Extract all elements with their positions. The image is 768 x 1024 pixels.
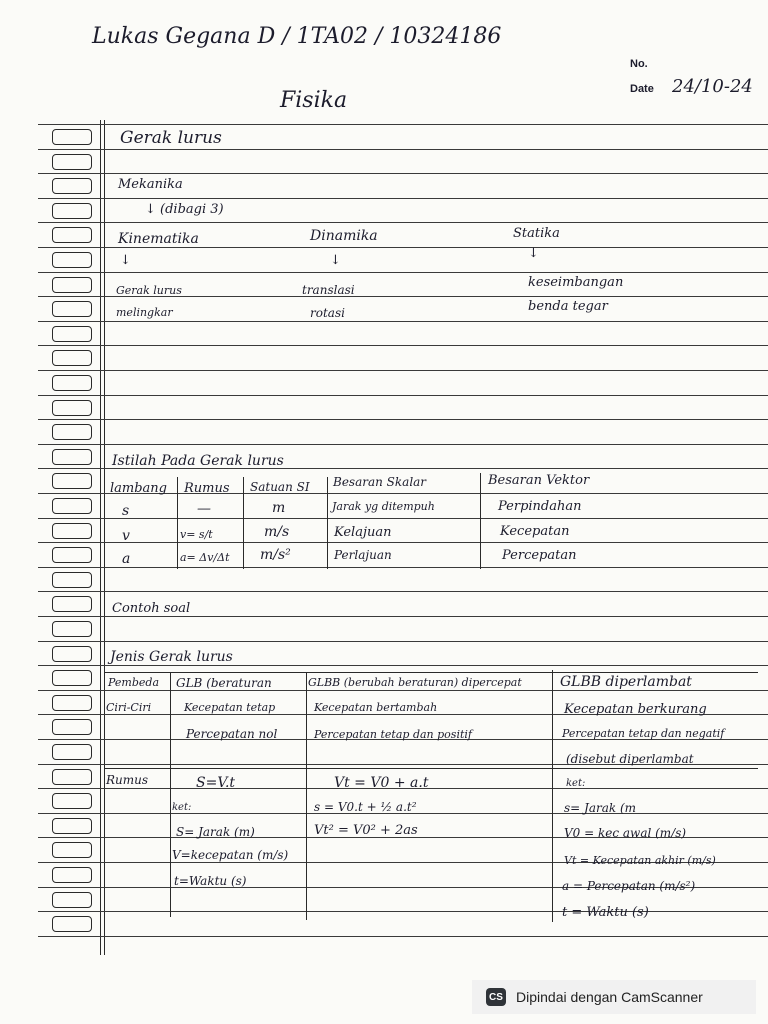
ruled-line: [38, 616, 768, 617]
istilah-row-s-rumus: —: [197, 501, 211, 517]
contoh-soal-title: Contoh soal: [112, 601, 191, 616]
jenis-header-glbb-cepat: GLBB (berubah beraturan) dipercepat: [308, 676, 522, 689]
glbb-lambat-rumus-2: s= Jarak (m: [564, 801, 637, 815]
ruled-line: [38, 321, 768, 322]
margin-box: [52, 154, 92, 170]
istilah-title: Istilah Pada Gerak lurus: [112, 453, 284, 469]
date-value: 24/10-24: [672, 76, 753, 97]
istilah-row-a-rumus: a= Δv/Δt: [180, 551, 230, 564]
istilah-row-v-vektor: Kecepatan: [500, 524, 570, 539]
ruled-line: [38, 665, 768, 666]
margin-box: [52, 301, 92, 317]
margin-box: [52, 277, 92, 293]
glbb-cepat-rumus-3: Vt² = V0² + 2as: [314, 823, 418, 838]
ruled-line: [38, 149, 768, 150]
rotasi-label: rotasi: [310, 306, 345, 320]
glb-rumus-4: V=kecepatan (m/s): [172, 848, 289, 862]
jenis-header-glbb-lambat: GLBB diperlambat: [560, 674, 692, 690]
istilah-col-divider: [243, 477, 244, 569]
melingkar-label: melingkar: [116, 306, 173, 319]
glb-ciri-2: Percepatan nol: [186, 727, 278, 741]
istilah-row-s-lambang: s: [122, 503, 130, 519]
istilah-header-lambang: lambang: [110, 481, 168, 496]
glbb-lambat-ciri-2: Percepatan tetap dan negatif: [562, 727, 725, 740]
istilah-header-skalar: Besaran Skalar: [333, 475, 427, 489]
margin-box: [52, 916, 92, 932]
margin-box: [52, 695, 92, 711]
margin-box: [52, 227, 92, 243]
statika-label: Statika: [513, 226, 560, 241]
margin-box: [52, 326, 92, 342]
benda-tegar-label: benda tegar: [528, 299, 608, 314]
jenis-rumus-divider: [104, 768, 758, 769]
margin-box: [52, 252, 92, 268]
mekanika-label: Mekanika: [118, 177, 183, 192]
ruled-line: [38, 222, 768, 223]
name-line: Lukas Gegana D / 1TA02 / 10324186: [92, 24, 502, 49]
glb-rumus-5: t=Waktu (s): [174, 874, 247, 888]
ruled-line: [38, 567, 768, 568]
subject-title: Fisika: [280, 88, 348, 113]
istilah-row-v-lambang: v: [122, 528, 130, 544]
ruled-line: [38, 444, 768, 445]
istilah-row-s-vektor: Perpindahan: [498, 499, 582, 514]
margin-box: [52, 842, 92, 858]
istilah-header-satuan: Satuan SI: [250, 480, 310, 494]
glbb-cepat-ciri-1: Kecepatan bertambah: [314, 701, 438, 714]
margin-box: [52, 375, 92, 391]
glbb-cepat-rumus-1: Vt = V0 + a.t: [334, 775, 429, 791]
margin-box: [52, 203, 92, 219]
margin-box: [52, 449, 92, 465]
glb-ciri-1: Kecepatan tetap: [184, 701, 276, 714]
ruled-line: [38, 419, 768, 420]
section-title-gerak-lurus: Gerak lurus: [120, 128, 222, 148]
margin-box: [52, 892, 92, 908]
margin-box: [52, 178, 92, 194]
istilah-col-divider: [480, 473, 481, 569]
camscanner-logo-icon: CS: [486, 988, 506, 1006]
ruled-line: [38, 345, 768, 346]
ruled-line: [38, 173, 768, 174]
dinamika-arrow: ↓: [330, 253, 341, 268]
glbb-cepat-ciri-2: Percepatan tetap dan positif: [314, 728, 472, 741]
jenis-title: Jenis Gerak lurus: [110, 649, 233, 665]
margin-box: [52, 350, 92, 366]
no-label: No.: [630, 58, 648, 70]
jenis-rumus-label: Rumus: [106, 773, 149, 787]
margin-box: [52, 596, 92, 612]
jenis-header-pembeda: Pembeda: [108, 676, 159, 689]
margin-box: [52, 424, 92, 440]
ruled-line: [38, 542, 768, 543]
glbb-lambat-rumus-4: Vt = Kecepatan akhir (m/s): [564, 854, 716, 867]
margin-box: [52, 670, 92, 686]
jenis-col-divider: [170, 672, 171, 917]
margin-box: [52, 818, 92, 834]
ruled-line: [38, 518, 768, 519]
istilah-row-a-vektor: Percepatan: [502, 548, 577, 563]
date-label: Date: [630, 83, 654, 95]
glbb-cepat-rumus-2: s = V0.t + ½ a.t²: [314, 800, 417, 814]
margin-box: [52, 547, 92, 563]
istilah-col-divider: [177, 477, 178, 569]
glbb-lambat-rumus-3: V0 = kec awal (m/s): [564, 826, 687, 840]
ruled-line: [38, 272, 768, 273]
dinamika-label: Dinamika: [310, 228, 378, 244]
margin-box: [52, 473, 92, 489]
glb-rumus-1: S=V.t: [196, 775, 236, 791]
jenis-header-glb: GLB (beraturan: [176, 676, 272, 690]
istilah-row-v-skalar: Kelajuan: [334, 525, 392, 540]
gerak-lurus-label: Gerak lurus: [116, 284, 182, 297]
margin-box: [52, 498, 92, 514]
ruled-line: [38, 911, 768, 912]
istilah-row-a-lambang: a: [122, 551, 131, 567]
istilah-row-v-rumus: v= s/t: [180, 528, 213, 541]
camscanner-watermark: [472, 980, 756, 1014]
istilah-header-vektor: Besaran Vektor: [488, 473, 590, 488]
margin-box: [52, 867, 92, 883]
kinematika-label: Kinematika: [118, 231, 199, 247]
glb-rumus-2: ket:: [172, 802, 192, 813]
glb-rumus-3: S= Jarak (m): [176, 825, 255, 839]
glbb-lambat-rumus-1: ket:: [566, 778, 586, 789]
margin-box: [52, 400, 92, 416]
istilah-row-s-skalar: Jarak yg ditempuh: [332, 500, 435, 513]
margin-box: [52, 572, 92, 588]
margin-line-inner: [104, 120, 105, 955]
jenis-col-divider: [552, 670, 553, 922]
margin-box: [52, 744, 92, 760]
glbb-lambat-rumus-6: t = Waktu (s): [562, 905, 649, 920]
kinematika-arrow: ↓: [120, 253, 131, 268]
glbb-lambat-rumus-5: a = Percepatan (m/s²): [562, 879, 696, 893]
ruled-line: [38, 641, 768, 642]
glbb-lambat-ciri-3: (disebut diperlambat: [566, 752, 694, 766]
ruled-line: [38, 591, 768, 592]
statika-arrow: ↓: [528, 246, 539, 261]
istilah-col-divider: [327, 477, 328, 569]
ruled-line: [38, 247, 768, 248]
ruled-line: [38, 395, 768, 396]
ruled-line: [38, 198, 768, 199]
jenis-table-top: [104, 672, 758, 673]
ruled-line: [38, 124, 768, 125]
margin-box: [52, 719, 92, 735]
margin-box: [52, 129, 92, 145]
margin-box: [52, 646, 92, 662]
jenis-col-divider: [306, 672, 307, 920]
keseimbangan-label: keseimbangan: [528, 275, 624, 290]
istilah-row-s-satuan: m: [272, 500, 286, 516]
margin-box: [52, 523, 92, 539]
istilah-row-v-satuan: m/s: [264, 524, 290, 540]
istilah-header-rumus: Rumus: [184, 481, 230, 496]
margin-box: [52, 621, 92, 637]
ruled-line: [38, 936, 768, 937]
margin-box: [52, 793, 92, 809]
margin-line: [100, 120, 101, 955]
istilah-row-a-skalar: Perlajuan: [334, 548, 392, 562]
istilah-row-a-satuan: m/s²: [260, 547, 291, 563]
glbb-lambat-ciri-1: Kecepatan berkurang: [564, 702, 707, 717]
camscanner-text: Dipindai dengan CamScanner: [516, 989, 703, 1005]
margin-box: [52, 769, 92, 785]
jenis-ciri-label: Ciri-Ciri: [106, 701, 152, 714]
ruled-line: [38, 690, 768, 691]
ruled-line: [38, 370, 768, 371]
dibagi-label: ↓ (dibagi 3): [145, 202, 224, 217]
translasi-label: translasi: [302, 283, 355, 297]
